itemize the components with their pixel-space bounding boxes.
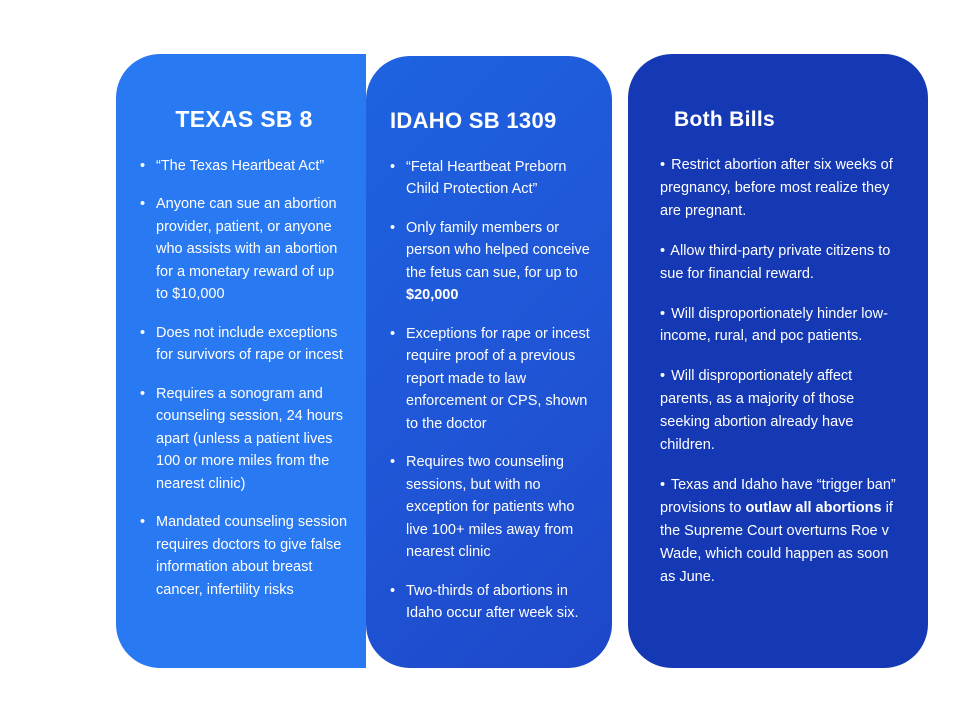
- list-item: [660, 303, 900, 349]
- column-title-texas: TEXAS SB 8: [175, 106, 313, 132]
- list-item-text: Exceptions for rape or incest require proof of a previous report made to law enforcement or CPS, shown to the doctor: [406, 325, 590, 432]
- list-item-text: Restrict abortion after six weeks of pregnancy, before most realize they are pregnant.: [660, 157, 893, 219]
- list-item-text: “Fetal Heartbeat Preborn Child Protection Act”: [406, 159, 567, 198]
- bullet-dot-icon: •: [140, 158, 146, 174]
- list-item-text: Anyone can sue an abortion provider, patient, or anyone who assists with an abortion for a monetary reward of up to $10,000: [156, 196, 338, 303]
- bullet-dot-icon: •: [140, 324, 146, 341]
- list-item-text: Will disproportionately hinder low-income, rural, and poc patients.: [660, 305, 888, 345]
- bullet-dot-icon: •: [390, 454, 396, 471]
- list-item-text: Requires a sonogram and counseling session, 24 hours apart (unless a patient lives 100 or more miles from the nearest clinic): [156, 385, 344, 492]
- list-item-text: Requires two counseling sessions, but with no exception for patients who live 100+ miles away from nearest clinic: [406, 454, 575, 561]
- list-item: [390, 217, 594, 307]
- list-item: [660, 240, 900, 286]
- bullet-dot-icon: •: [660, 157, 666, 173]
- list-item: [660, 474, 900, 589]
- bullet-dot-icon: •: [390, 582, 396, 599]
- list-item-text: Mandated counseling session requires doctors to give false information about breast cancer, infertility risks: [156, 514, 348, 598]
- column-texas-sb8: [116, 54, 366, 668]
- bullet-dot-icon: •: [140, 514, 146, 531]
- list-item-text: Allow third-party private citizens to sue for financial reward.: [660, 242, 891, 282]
- column-idaho-sb1309: [366, 56, 612, 668]
- bullet-dot-icon: •: [660, 368, 666, 385]
- bullet-list-both: [660, 154, 900, 589]
- list-item: [660, 365, 900, 457]
- bullet-dot-icon: •: [390, 159, 396, 175]
- list-item-text: Texas and Idaho have “trigger ban” provisions to: [660, 476, 896, 516]
- bullet-dot-icon: •: [140, 385, 146, 402]
- list-item: [140, 322, 348, 367]
- bullet-dot-icon: •: [660, 242, 666, 259]
- bullet-dot-icon: •: [390, 325, 396, 342]
- list-item: [140, 383, 348, 495]
- list-item: [390, 580, 594, 625]
- list-item-text: if the Supreme Court overturns Roe v Wade, which could happen as soon as June.: [660, 499, 893, 585]
- list-item-text: Will disproportionately affect parents, as a majority of those seeking abortion already have children.: [660, 368, 855, 454]
- list-item-text: Only family members or person who helped conceive the fetus can sue, for up to: [406, 219, 590, 281]
- list-item: [140, 155, 348, 177]
- bullet-dot-icon: •: [140, 196, 146, 213]
- column-title-idaho: IDAHO SB 1309: [390, 108, 557, 133]
- list-item-text: Two-thirds of abortions in Idaho occur after week six.: [406, 582, 579, 621]
- list-item: [660, 154, 900, 223]
- bullet-dot-icon: •: [660, 305, 666, 322]
- bullet-dot-icon: •: [390, 219, 396, 236]
- bullet-dot-icon: •: [660, 476, 666, 493]
- bullet-list-idaho: [390, 156, 594, 624]
- list-item-text: Does not include exceptions for survivors of rape or incest: [156, 324, 343, 364]
- list-item: [390, 156, 594, 201]
- list-item-emphasis: outlaw all abortions: [745, 499, 882, 516]
- list-item: [390, 323, 594, 435]
- list-item-text: “The Texas Heartbeat Act”: [156, 158, 325, 174]
- column-title-both: Both Bills: [674, 108, 775, 131]
- list-item: [390, 451, 594, 563]
- list-item: [140, 511, 348, 601]
- list-item: [140, 193, 348, 305]
- list-item-emphasis: $20,000: [406, 287, 459, 304]
- column-both-bills: [628, 54, 928, 668]
- bullet-list-texas: [140, 155, 348, 601]
